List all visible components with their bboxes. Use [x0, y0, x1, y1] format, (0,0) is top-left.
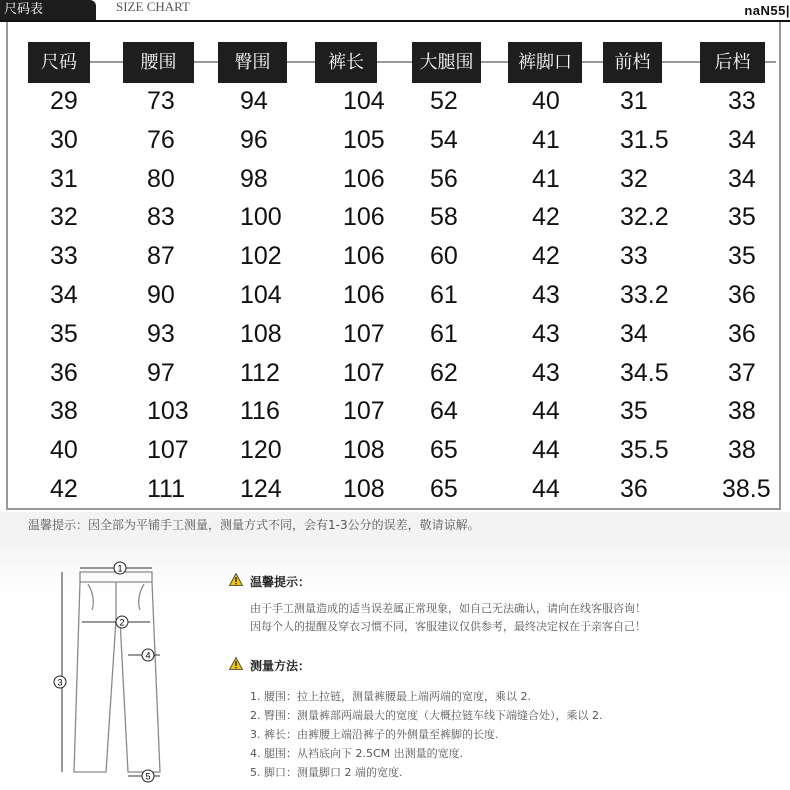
table-cell: 107: [343, 397, 385, 426]
table-cell: 105: [343, 125, 385, 154]
method-line-5: 5. 脚口：测量脚口 2 端的宽度.: [250, 766, 403, 779]
table-cell: 44: [532, 475, 560, 503]
measurement-notice: 温馨提示：因全部为平铺手工测量，测量方式不同，会有1-3公分的误差，敬请谅解。: [28, 518, 480, 532]
table-cell: 64: [430, 397, 458, 426]
size-chart-tab: 尺码表: [0, 0, 96, 20]
table-cell: 38: [50, 397, 78, 426]
table-cell: 38: [728, 436, 756, 465]
marker-5: [142, 770, 154, 782]
table-cell: 61: [430, 319, 458, 348]
top-bar: [0, 0, 790, 22]
table-cell: 73: [147, 87, 175, 115]
table-cell: 31: [620, 87, 648, 115]
method-line-4: 4. 腿围：从裆底向下 2.5CM 出测量的宽度.: [250, 747, 464, 760]
table-cell: 32: [50, 203, 78, 232]
tips-line-2: 因每个人的提醒及穿衣习惯不同，客服建议仅供参考，最终决定权在于亲客自己！: [250, 620, 646, 633]
table-cell: 31: [50, 164, 78, 193]
table-cell: 100: [240, 203, 282, 232]
table-cell: 98: [240, 164, 268, 193]
method-line-3: 3. 裤长：由裤腰上端沿裤子的外侧量至裤脚的长度.: [250, 728, 499, 741]
column-header: 大腿围: [412, 42, 481, 83]
table-cell: 34: [728, 164, 756, 193]
pants-outline: [74, 572, 160, 772]
table-cell: 108: [343, 475, 385, 503]
method-line-1: 1. 腰围：拉上拉链，测量裤腰最上端两端的宽度，乘以 2.: [250, 690, 531, 703]
table-cell: 97: [147, 358, 175, 387]
table-cell: 33.2: [620, 281, 669, 309]
table-cell: 43: [532, 358, 560, 387]
table-cell: 32: [620, 164, 648, 193]
table-cell: 116: [240, 397, 280, 426]
table-cell: 96: [240, 125, 268, 154]
table-cell: 43: [532, 319, 560, 348]
method-line-2: 2. 臀围：测量裤部两端最大的宽度（大概拉链车线下端缝合处），乘以 2.: [250, 709, 603, 722]
table-cell: 33: [620, 242, 648, 271]
svg-text:1: 1: [117, 563, 123, 574]
table-cell: 108: [343, 436, 385, 465]
table-cell: 32.2: [620, 203, 669, 232]
table-cell: 120: [240, 436, 282, 465]
table-cell: 83: [147, 203, 175, 232]
table-cell: 106: [343, 203, 385, 232]
table-cell: 35.5: [620, 436, 669, 465]
table-cell: 35: [620, 397, 648, 426]
svg-text:4: 4: [145, 650, 151, 661]
table-cell: 52: [430, 87, 458, 115]
svg-text:3: 3: [57, 677, 63, 688]
table-cell: 33: [728, 87, 756, 115]
watermark-text: naN55|: [744, 3, 790, 18]
table-cell: 42: [532, 203, 560, 232]
table-cell: 60: [430, 242, 458, 271]
warning-icon: [229, 657, 243, 670]
table-cell: 94: [240, 87, 268, 115]
column-header: 腰围: [123, 42, 194, 83]
table-cell: 106: [343, 164, 385, 193]
size-chart-subtitle: SIZE CHART: [116, 0, 190, 14]
table-cell: 44: [532, 436, 560, 465]
column-header: 裤脚口: [508, 42, 582, 83]
table-cell: 42: [532, 242, 560, 271]
table-cell: 35: [728, 242, 756, 271]
marker-2: [116, 616, 128, 628]
table-cell: 103: [147, 397, 189, 426]
table-cell: 29: [50, 87, 78, 115]
table-cell: 124: [240, 475, 282, 503]
table-cell: 41: [532, 125, 560, 154]
table-cell: 61: [430, 281, 458, 309]
table-cell: 33: [50, 242, 78, 271]
table-cell: 54: [430, 125, 458, 154]
marker-3: [54, 676, 66, 688]
table-cell: 65: [430, 436, 458, 465]
column-header: 前档: [603, 42, 662, 83]
column-header: 尺码: [28, 42, 90, 83]
table-cell: 106: [343, 281, 385, 309]
table-cell: 106: [343, 242, 385, 271]
table-cell: 107: [343, 358, 385, 387]
table-cell: 34: [620, 319, 648, 348]
table-cell: 42: [50, 475, 78, 503]
table-cell: 104: [343, 87, 385, 115]
table-cell: 40: [532, 87, 560, 115]
table-cell: 44: [532, 397, 560, 426]
table-cell: 111: [147, 475, 186, 503]
table-cell: 80: [147, 164, 175, 193]
table-cell: 41: [532, 164, 560, 193]
table-cell: 40: [50, 436, 78, 465]
table-cell: 108: [240, 319, 282, 348]
table-cell: 34: [728, 125, 756, 154]
table-cell: 107: [147, 436, 189, 465]
method-heading: 测量方法：: [250, 659, 311, 673]
table-cell: 30: [50, 125, 78, 154]
table-cell: 34: [50, 281, 78, 309]
tips-heading: 温馨提示：: [250, 575, 311, 589]
table-cell: 36: [728, 281, 756, 309]
warning-icon: [229, 573, 243, 586]
table-cell: 31.5: [620, 125, 669, 154]
table-cell: 93: [147, 319, 175, 348]
column-header: 裤长: [315, 42, 377, 83]
pants-diagram: [40, 560, 200, 785]
table-cell: 34.5: [620, 358, 669, 387]
table-cell: 87: [147, 242, 175, 271]
table-cell: 107: [343, 319, 385, 348]
table-cell: 58: [430, 203, 458, 232]
table-cell: 104: [240, 281, 282, 309]
column-header: 臀围: [218, 42, 287, 83]
table-cell: 38: [728, 397, 756, 426]
table-cell: 37: [728, 358, 756, 387]
table-cell: 56: [430, 164, 458, 193]
table-cell: 90: [147, 281, 175, 309]
table-cell: 38.5: [722, 475, 771, 503]
table-cell: 65: [430, 475, 458, 503]
svg-text:2: 2: [119, 617, 125, 628]
table-cell: 76: [147, 125, 175, 154]
marker-4: [142, 649, 154, 661]
tips-line-1: 由于手工测量造成的适当误差属正常现象，如自己无法确认，请向在线客服咨询！: [250, 602, 646, 615]
table-cell: 36: [620, 475, 648, 503]
svg-text:5: 5: [145, 771, 151, 782]
table-cell: 35: [50, 319, 78, 348]
column-header: 后档: [700, 42, 765, 83]
table-cell: 62: [430, 358, 458, 387]
table-cell: 35: [728, 203, 756, 232]
table-cell: 36: [50, 358, 78, 387]
table-cell: 102: [240, 242, 282, 271]
marker-1: [114, 562, 126, 574]
table-cell: 43: [532, 281, 560, 309]
table-cell: 36: [728, 319, 756, 348]
table-cell: 112: [240, 358, 280, 387]
